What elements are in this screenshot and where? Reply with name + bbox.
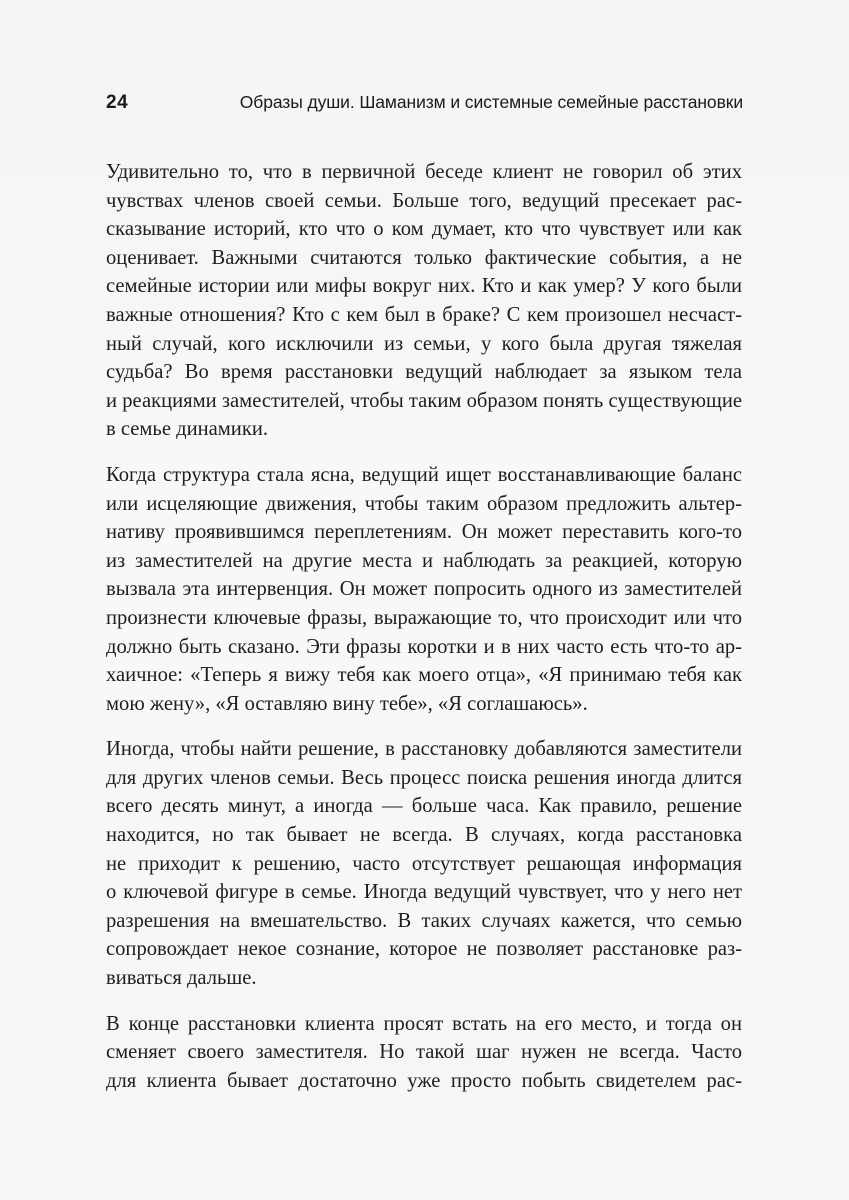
text-line: Иногда, чтобы найти решение, в расстановку добавляются заместители: [106, 738, 742, 761]
text-line: нативу проявившимся переплетениям. Он может переставить кого-то: [106, 521, 742, 544]
paragraph-4: [106, 1010, 742, 1096]
text-line: В конце расстановки клиента просят встать на его место, и тогда он: [106, 1012, 742, 1035]
text-line: из заместителей на другие места и наблюдать за реакцией, которую: [106, 549, 742, 572]
text-line: ный случай, кого исключили из семьи, у кого была другая тяжелая: [106, 332, 742, 355]
text-line: разрешения на вмешательство. В таких случаях кажется, что семью: [106, 909, 742, 932]
text-line: хаичное: «Теперь я вижу тебя как моего отца», «Я принимаю тебя как: [106, 664, 742, 687]
text-line: сопровождает некое сознание, которое не позволяет расстановке раз-: [106, 938, 742, 961]
text-line: мою жену», «Я оставляю вину тебе», «Я соглашаюсь».: [106, 692, 588, 715]
page-number: 24: [106, 92, 129, 113]
text-line: произнести ключевые фразы, выражающие то, что происходит или что: [106, 606, 742, 629]
paragraph-1: [106, 158, 742, 444]
running-title: Образы души. Шаманизм и системные семейные расстановки: [239, 92, 743, 112]
text-line: оценивает. Важными считаются только фактические события, а не: [106, 246, 742, 269]
text-line: всего десять минут, а иногда — больше часа. Как правило, решение: [106, 795, 742, 818]
text-line: находится, но так бывает не всегда. В случаях, когда расстановка: [106, 824, 742, 847]
paragraph-2: [106, 461, 742, 718]
paragraph-3: [106, 735, 742, 992]
body-text: [106, 158, 742, 1112]
text-line: о ключевой фигуре в семье. Иногда ведущий чувствует, что у него нет: [106, 881, 742, 904]
text-line: сменяет своего заместителя. Но такой шаг нужен не всегда. Часто: [106, 1041, 742, 1064]
text-line: в семье динамики.: [106, 418, 269, 441]
text-line: должно быть сказано. Эти фразы коротки и в них часто есть что-то ар-: [106, 635, 742, 658]
text-line: судьба? Во время расстановки ведущий наблюдает за языком тела: [106, 361, 742, 384]
text-line: чувствах членов своей семьи. Больше того, ведущий пресекает рас-: [106, 189, 742, 212]
text-line: не приходит к решению, часто отсутствует решающая информация: [106, 852, 742, 875]
text-line: семейные истории или мифы вокруг них. Кто и как умер? У кого были: [106, 275, 742, 298]
text-line: вызвала эта интервенция. Он может попросить одного из заместителей: [106, 578, 742, 601]
text-line: виваться дальше.: [106, 967, 257, 990]
text-line: важные отношения? Кто с кем был в браке? С кем произошел несчаст-: [106, 303, 742, 326]
running-header: [106, 92, 743, 120]
text-line: Удивительно то, что в первичной беседе клиент не говорил об этих: [106, 161, 742, 183]
text-line: или исцеляющие движения, чтобы таким образом предложить альтер-: [106, 492, 742, 515]
text-line: сказывание историй, кто что о ком думает, кто что чувствует или как: [106, 218, 742, 241]
text-line: для других членов семьи. Весь процесс поиска решения иногда длится: [106, 766, 742, 789]
text-line: Когда структура стала ясна, ведущий ищет восстанавливающие баланс: [106, 463, 742, 486]
text-line: и реакциями заместителей, чтобы таким образом понять существующие: [106, 389, 742, 412]
text-line: для клиента бывает достаточно уже просто побыть свидетелем рас-: [106, 1069, 742, 1092]
